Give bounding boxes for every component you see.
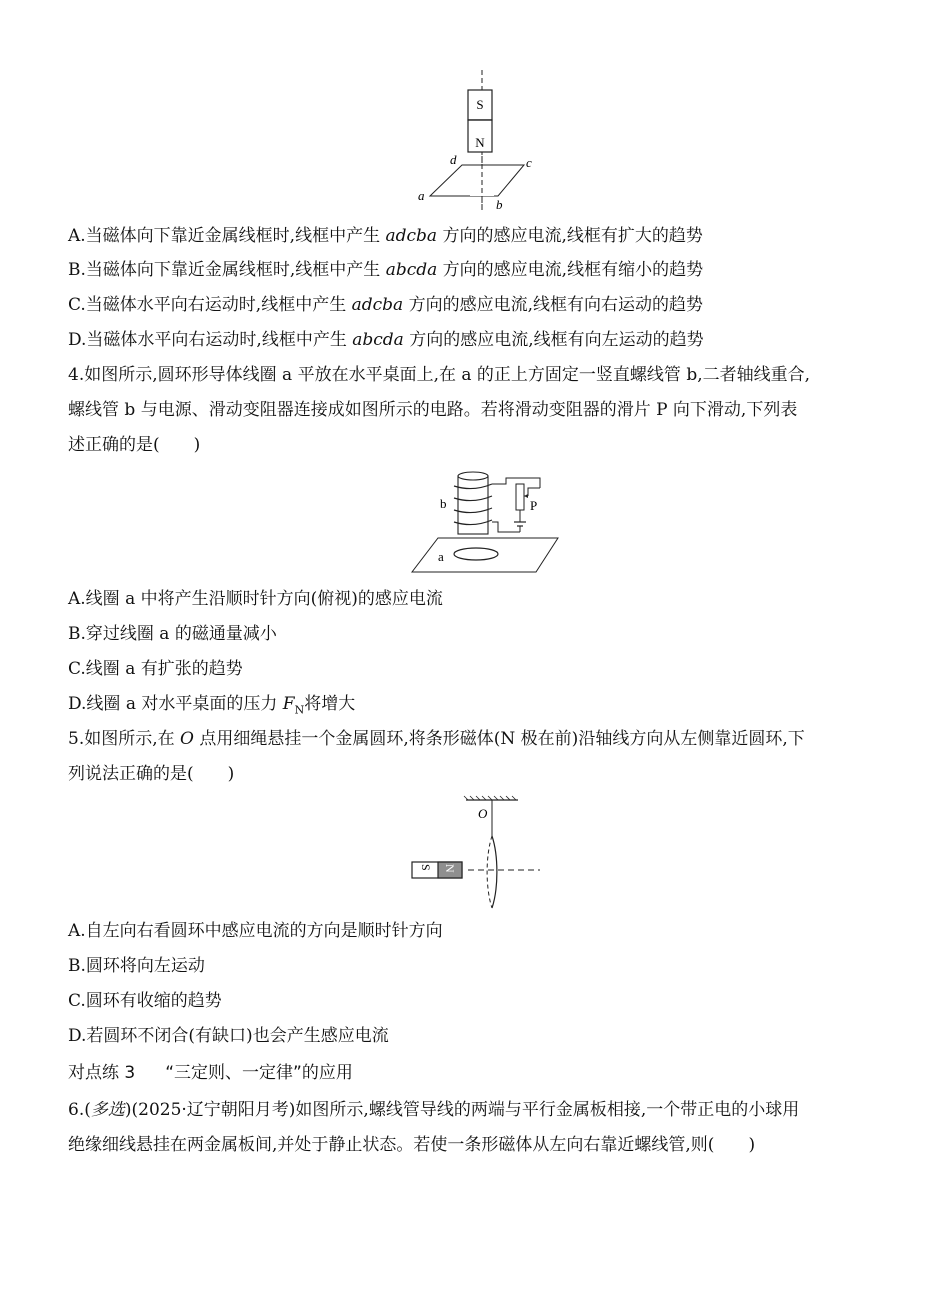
magnet-n-label: N — [475, 135, 485, 150]
frame-b-label: b — [496, 197, 503, 212]
frame-a-label: a — [418, 188, 425, 203]
solenoid-b-label: b — [440, 496, 447, 511]
pivot-o-label: O — [478, 806, 488, 821]
q5-option-a: A.自左向右看圆环中感应电流的方向是顺时针方向 — [68, 921, 443, 941]
q3-option-c: C.当磁体水平向右运动时,线框中产生 adcba 方向的感应电流,线框有向右运动的趋势 — [68, 295, 703, 315]
solenoid-ring-figure — [408, 466, 568, 578]
q3-option-b: B.当磁体向下靠近金属线框时,线框中产生 abcda 方向的感应电流,线框有缩小的趋势 — [68, 260, 704, 280]
magnet-s-label: S — [476, 97, 484, 112]
q4-option-d: D.线圈 a 对水平桌面的压力 $F_N$将增大 — [68, 694, 356, 717]
q5-option-d: D.若圆环不闭合(有缺口)也会产生感应电流 — [68, 1026, 389, 1046]
frame-c-label: c — [526, 155, 532, 170]
ring-a-label: a — [438, 549, 444, 564]
q4-option-c: C.线圈 a 有扩张的趋势 — [68, 659, 243, 679]
slider-p-label: P — [530, 498, 538, 513]
bar-magnet-n-label: N — [443, 864, 457, 873]
magnet-ring-figure — [408, 794, 548, 910]
magnet-frame-figure — [410, 68, 540, 213]
q3-option-a: A.当磁体向下靠近金属线框时,线框中产生 adcba 方向的感应电流,线框有扩大的趋势 — [68, 226, 703, 246]
bar-magnet-s-label: S — [419, 864, 433, 871]
frame-d-label: d — [450, 152, 457, 167]
q5-option-c: C.圆环有收缩的趋势 — [68, 991, 222, 1011]
q4-option-a: A.线圈 a 中将产生沿顺时针方向(俯视)的感应电流 — [68, 589, 443, 609]
q5-stem-line-1: 5.如图所示,在 O 点用细绳悬挂一个金属圆环,将条形磁体(N 极在前)沿轴线方向从左侧靠近圆环,下 — [68, 729, 805, 749]
q4-stem-line-2: 螺线管 b 与电源、滑动变阻器连接成如图所示的电路。若将滑动变阻器的滑片 P 向下滑动,下列表 — [68, 400, 798, 420]
q4-option-b: B.穿过线圈 a 的磁通量减小 — [68, 624, 277, 644]
q6-stem-line-1: 6.(多选)(2025·辽宁朝阳月考)如图所示,螺线管导线的两端与平行金属板相接,一个带正电的小球用 — [68, 1100, 800, 1120]
q6-stem-line-2: 绝缘细线悬挂在两金属板间,并处于静止状态。若使一条形磁体从左向右靠近螺线管,则( ) — [68, 1135, 756, 1155]
q4-stem-line-1: 4.如图所示,圆环形导体线圈 a 平放在水平桌面上,在 a 的正上方固定一竖直螺线管 b,二者轴线重合, — [68, 365, 811, 385]
q5-stem-line-2: 列说法正确的是( ) — [68, 764, 235, 784]
q3-option-d: D.当磁体水平向右运动时,线框中产生 abcda 方向的感应电流,线框有向左运动的趋势 — [68, 330, 704, 350]
q5-option-b: B.圆环将向左运动 — [68, 956, 205, 976]
section-heading: 对点练 3 “三定则、一定律”的应用 — [68, 1063, 353, 1083]
q4-stem-line-3: 述正确的是( ) — [68, 435, 201, 455]
